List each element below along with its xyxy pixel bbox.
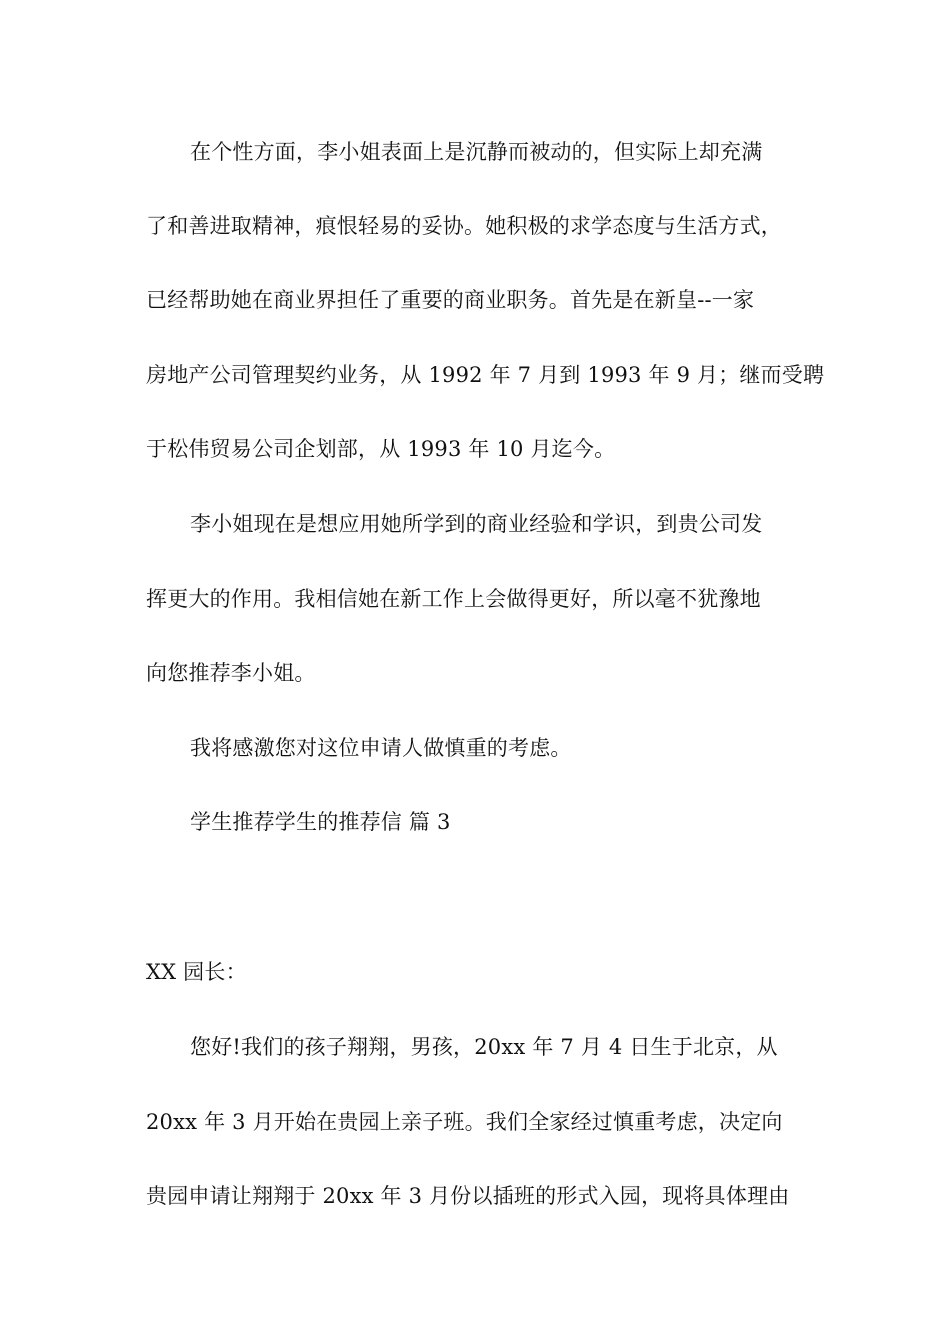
paragraph-line: 20xx 年 3 月开始在贵园上亲子班。我们全家经过慎重考虑，决定向 — [146, 1110, 783, 1134]
paragraph-line: 向您推荐李小姐。 — [146, 661, 316, 685]
paragraph-line: 在个性方面，李小姐表面上是沉静而被动的，但实际上却充满 — [190, 140, 763, 164]
section-heading: 学生推荐学生的推荐信 篇 3 — [190, 810, 451, 834]
paragraph-line: 挥更大的作用。我相信她在新工作上会做得更好，所以毫不犹豫地 — [146, 587, 761, 611]
paragraph-line: 了和善进取精神，痕恨轻易的妥协。她积极的求学态度与生活方式， — [146, 214, 782, 238]
paragraph-line: 我将感激您对这位申请人做慎重的考虑。 — [190, 736, 572, 760]
paragraph-line: 已经帮助她在商业界担任了重要的商业职务。首先是在新皇--一家 — [146, 288, 755, 312]
paragraph-line: 贵园申请让翔翔于 20xx 年 3 月份以插班的形式入园，现将具体理由 — [146, 1184, 790, 1208]
paragraph-line: 房地产公司管理契约业务，从 1992 年 7 月到 1993 年 9 月；继而受聘 — [146, 363, 825, 387]
salutation: XX 园长： — [146, 960, 247, 984]
paragraph-line: 您好!我们的孩子翔翔，男孩，20xx 年 7 月 4 日生于北京，从 — [190, 1035, 778, 1059]
paragraph-line: 于松伟贸易公司企划部，从 1993 年 10 月迄今。 — [146, 437, 616, 461]
paragraph-line: 李小姐现在是想应用她所学到的商业经验和学识，到贵公司发 — [190, 512, 763, 536]
